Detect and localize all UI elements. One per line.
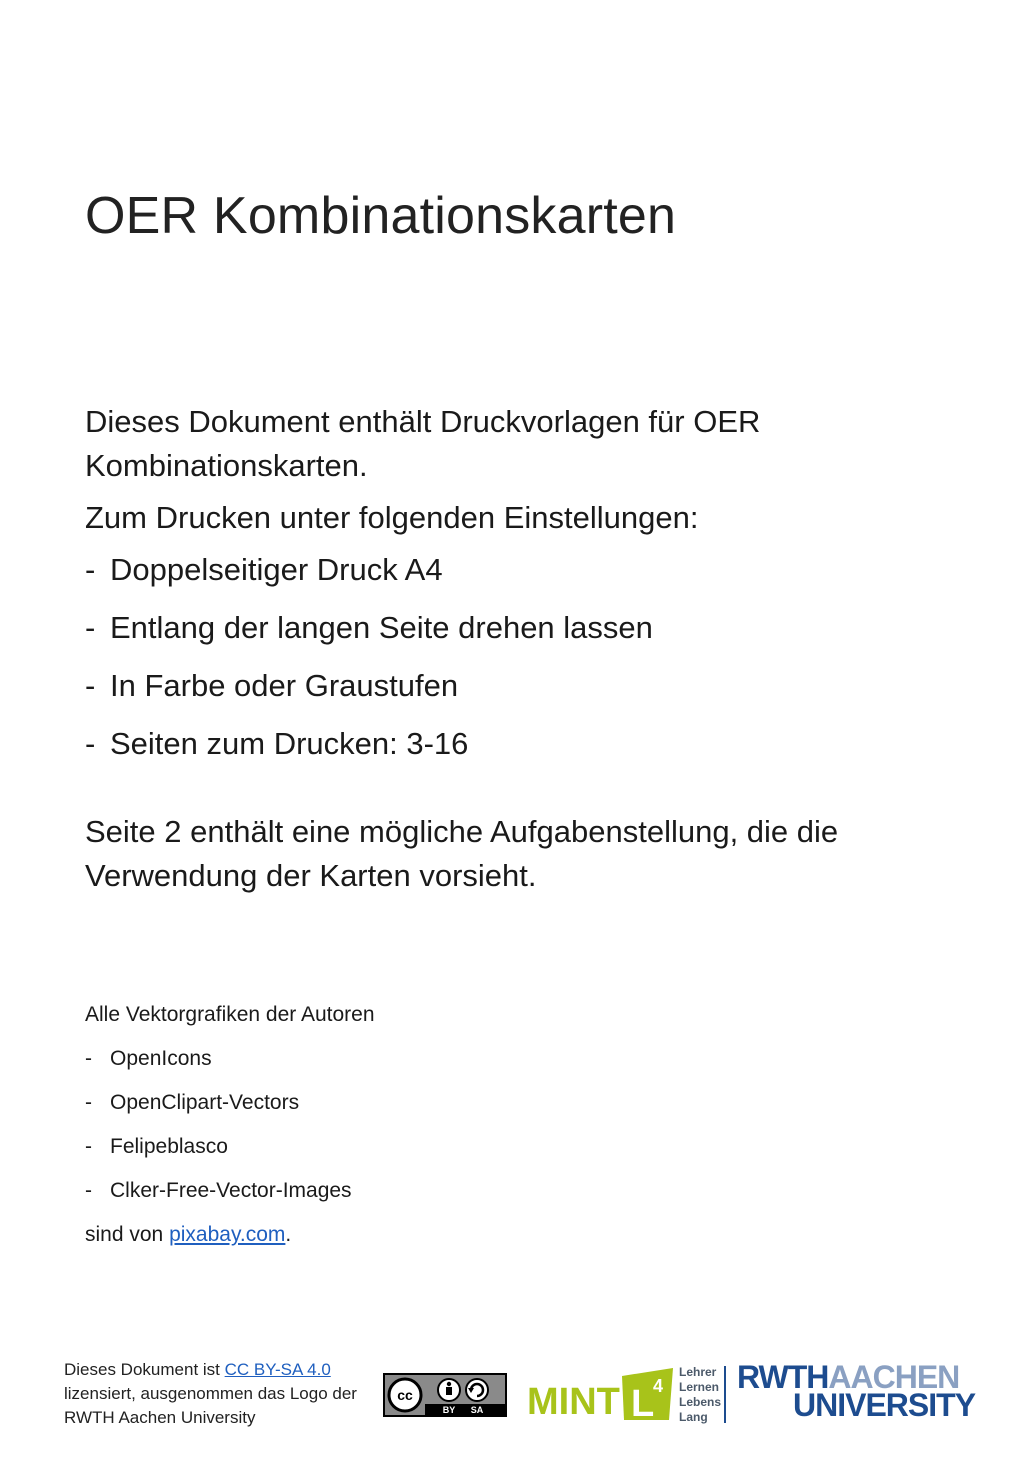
rwth-aachen-logo xyxy=(737,1359,976,1425)
rwth-line-bottom: UNIVERSITY xyxy=(793,1387,976,1423)
lehrer-line-4: Lang xyxy=(679,1410,708,1424)
bullet-dash: - xyxy=(85,726,96,761)
list-item xyxy=(85,548,965,592)
instructions-section xyxy=(85,400,965,898)
intro-paragraph: Dieses Dokument enthält Druckvorlagen für OER Kombinationskarten. xyxy=(85,404,761,483)
list-item xyxy=(85,722,965,766)
license-suffix: lizensiert, ausgenommen das Logo der RWTH Aachen University xyxy=(64,1384,357,1427)
logo-divider xyxy=(724,1366,726,1423)
cc-badge-graphic xyxy=(385,1375,505,1415)
mint-wordmark: MINT xyxy=(527,1381,620,1423)
page-title: OER Kombinationskarten xyxy=(85,187,677,245)
credits-heading: Alle Vektorgrafiken der Autoren xyxy=(85,1003,375,1026)
license-prefix: Dieses Dokument ist xyxy=(64,1360,225,1379)
bullet-dash: - xyxy=(85,1135,92,1158)
author-name: OpenClipart-Vectors xyxy=(110,1091,300,1114)
bullet-dash: - xyxy=(85,610,96,645)
cc-by-label: BY xyxy=(442,1405,456,1415)
rwth-aachen: AACHEN xyxy=(828,1359,960,1395)
list-item xyxy=(85,606,965,650)
mint-l4-logo xyxy=(527,1362,732,1427)
bullet-dash: - xyxy=(85,668,96,703)
cc-by-sa-badge[interactable] xyxy=(383,1373,507,1417)
license-note xyxy=(64,1358,364,1430)
list-item xyxy=(85,1044,685,1074)
list-item-label: In Farbe oder Graustufen xyxy=(110,668,459,703)
list-item-label: Doppelseitiger Druck A4 xyxy=(110,552,443,587)
license-link[interactable]: CC BY-SA 4.0 xyxy=(224,1360,331,1379)
author-name: OpenIcons xyxy=(110,1047,212,1070)
mint-superscript: 4 xyxy=(653,1376,664,1396)
bullet-dash: - xyxy=(85,1179,92,1202)
authors-list xyxy=(85,1044,685,1206)
svg-text:cc: cc xyxy=(397,1387,413,1403)
print-settings-heading: Zum Drucken unter folgenden Einstellungen: xyxy=(85,500,699,535)
lehrer-line-2: Lernen xyxy=(679,1380,720,1394)
list-item xyxy=(85,664,965,708)
source-suffix: . xyxy=(285,1223,292,1246)
pixabay-link[interactable]: pixabay.com xyxy=(169,1223,286,1246)
list-item xyxy=(85,1088,685,1118)
credits-section xyxy=(85,1000,685,1250)
cc-sa-label: SA xyxy=(470,1405,484,1415)
mint-l-letter: L xyxy=(631,1383,655,1425)
bullet-dash: - xyxy=(85,552,96,587)
bullet-dash: - xyxy=(85,1047,92,1070)
author-name: Felipeblasco xyxy=(110,1135,228,1158)
list-item xyxy=(85,1132,685,1162)
rwth-bold: RWTH xyxy=(737,1359,829,1395)
author-name: Clker-Free-Vector-Images xyxy=(110,1179,352,1202)
print-settings-list xyxy=(85,548,965,766)
task-note-paragraph: Seite 2 enthält eine mögliche Aufgabenstellung, die die Verwendung der Karten vorsieht. xyxy=(85,814,839,893)
list-item xyxy=(85,1176,685,1206)
list-item-label: Seiten zum Drucken: 3-16 xyxy=(110,726,469,761)
source-line xyxy=(85,1220,685,1250)
bullet-dash: - xyxy=(85,1091,92,1114)
list-item-label: Entlang der langen Seite drehen lassen xyxy=(110,610,653,645)
lehrer-line-3: Lebens xyxy=(679,1395,722,1409)
lehrer-line-1: Lehrer xyxy=(679,1365,717,1379)
source-prefix: sind von xyxy=(85,1223,170,1246)
